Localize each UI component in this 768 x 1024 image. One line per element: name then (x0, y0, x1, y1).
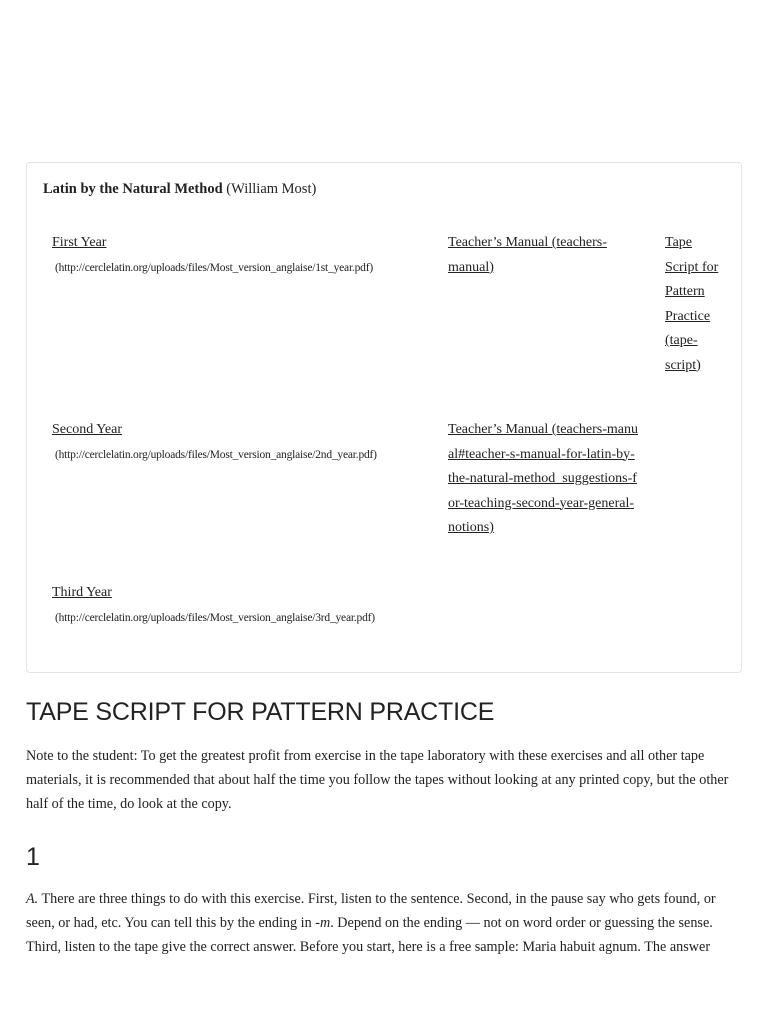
third-year-link[interactable]: Third Year (52, 585, 112, 600)
first-year-manual-cell (448, 231, 638, 280)
first-year-url: (http://cerclelatin.org/uploads/files/Most_version_anglaise/1st_year.pdf) (55, 261, 373, 274)
exercise-text-part2: . Depend on the ending — not on word order or guessing the sense. Third, listen to the tape give the correct answer. Before you start, here is a free sample: Maria habuit agnum. The answer (26, 915, 713, 955)
book-links-card (26, 162, 742, 673)
third-year-cell (52, 581, 375, 630)
first-year-link[interactable]: First Year (52, 235, 107, 250)
book-title: Latin by the Natural Method (43, 181, 223, 197)
tape-script-cell (665, 231, 725, 378)
second-year-manual-cell (448, 418, 638, 541)
second-year-cell (52, 418, 377, 467)
first-year-teachers-manual-link[interactable]: Teacher’s Manual (teachers-manual) (448, 235, 607, 275)
second-year-url: (http://cerclelatin.org/uploads/files/Most_version_anglaise/2nd_year.pdf) (55, 448, 377, 461)
third-year-url: (http://cerclelatin.org/uploads/files/Most_version_anglaise/3rd_year.pdf) (55, 611, 375, 624)
exercise-paragraph (26, 887, 742, 959)
tape-script-link[interactable]: Tape Script for Pattern Practice (tape-script) (665, 235, 719, 373)
exercise-text-part1: There are three things to do with this exercise. First, listen to the sentence. Second, in the pause say who gets found, or seen, or had, etc. You can tell this by the ending in (26, 891, 716, 931)
second-year-link[interactable]: Second Year (52, 422, 122, 437)
first-year-cell (52, 231, 373, 280)
exercise-number-heading: 1 (26, 843, 40, 871)
exercise-letter: A. (26, 891, 39, 907)
exercise-ending: -m (315, 915, 331, 931)
student-note: Note to the student: To get the greatest profit from exercise in the tape laboratory with these exercises and all other tape materials, it is recommended that about half the time you follow the tapes without looking at any printed copy, but the other half of the time, do look at the copy. (26, 748, 729, 812)
book-author: (William Most) (226, 181, 317, 197)
second-year-teachers-manual-link[interactable]: Teacher’s Manual (teachers-manual#teacher-s-manual-for-latin-by-the-natural-method_suggestions-for-teaching-second-year-general-notions) (448, 422, 638, 535)
section-heading: TAPE SCRIPT FOR PATTERN PRACTICE (26, 698, 495, 726)
card-title (43, 181, 316, 198)
